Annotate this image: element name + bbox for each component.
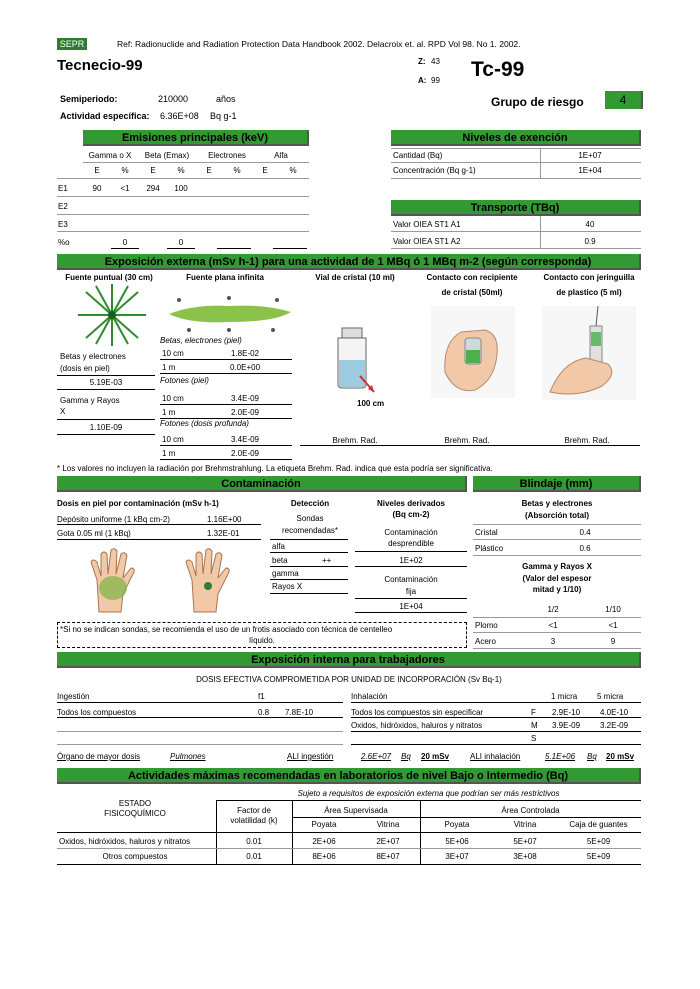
sepr-badge: SEPR (57, 38, 87, 50)
plane-d: 10 cm (162, 349, 184, 358)
plane-v: 3.4E-09 (230, 394, 260, 403)
transporte-label: Valor OIEA ST1 A1 (393, 220, 461, 229)
ext-h3: Vial de cristal (10 ml) (315, 273, 395, 282)
niv2-b: fija (405, 587, 417, 596)
ext-h5b: de plastico (5 ml) (556, 288, 622, 297)
blindaje-row-label: Cristal (475, 528, 498, 537)
risk-group-value: 4 (605, 91, 643, 109)
act-row-label: Otros compuestos (102, 852, 168, 861)
act-cell: 2E+07 (376, 837, 400, 846)
area-supervisada: Área Supervisada (324, 806, 388, 815)
dose-row-value: 1.32E-01 (207, 529, 240, 538)
emis-cell: 294 (146, 184, 160, 193)
blindaje-col: 1/10 (605, 605, 621, 614)
emis-row-label: E3 (58, 220, 68, 229)
reference-text: Ref: Radionuclide and Radiation Protection Data Handbook 2002. Delacroix et. al. RPD Vol 98. No 1. 2002. (117, 39, 521, 49)
emis-cell: <1 (120, 184, 130, 193)
blindaje-row-value: 0.6 (579, 544, 591, 553)
ali-inh-label: ALI inhalación (470, 752, 521, 761)
plane-d: 1 m (162, 449, 176, 458)
ext-h4b: de cristal (50ml) (441, 288, 503, 297)
act-cell: 2E+06 (312, 837, 336, 846)
area-controlada: Área Controlada (501, 806, 560, 815)
det-row-label: alfa (272, 542, 285, 551)
niv1-value: 1E+02 (399, 556, 423, 565)
blindaje-gx-v1: <1 (548, 621, 558, 630)
blindaje-gx-v2: <1 (608, 621, 618, 630)
ali-ing-label: ALI ingestión (287, 752, 334, 761)
inh-row-v1: 3.9E-09 (552, 721, 581, 730)
hand-uniform-image (85, 546, 143, 616)
ing-row-label: Todos los compuestos (57, 708, 137, 717)
point-source-image (72, 282, 152, 348)
plane-v: 2.0E-09 (230, 449, 260, 458)
vial-image (326, 326, 386, 396)
blindaje-gx-label: Plomo (475, 621, 498, 630)
blindaje-row-value: 0.4 (579, 528, 591, 537)
dose-row-value: 1.16E+00 (207, 515, 242, 524)
detection-title: Detección (290, 499, 330, 508)
blindaje-gx-c: mitad y 1/10) (532, 585, 582, 594)
exencion-value: 1E+04 (578, 166, 602, 175)
contam-note-a: *Si no se indican sondas, se recomienda el uso de un frotis asociado con técnica de centelleo (60, 625, 393, 634)
plane-v: 0.0E+00 (229, 363, 261, 372)
ext-h4a: Contacto con recipiente (426, 273, 518, 282)
exencion-value: 1E+07 (578, 151, 602, 160)
semiperiodo-unit: años (216, 94, 236, 104)
brehm-container: Brehm. Rad. (444, 436, 490, 445)
semiperiodo-label: Semiperiodo: (60, 94, 118, 104)
ing-label: Ingestión (57, 692, 90, 701)
plane-d: 10 cm (162, 435, 184, 444)
dose-row-label: Depósito uniforme (1 kBq cm-2) (57, 515, 170, 524)
exencion-label: Concentración (Bq g-1) (393, 166, 476, 175)
emis-cell: 0 (122, 238, 128, 247)
estado-a: ESTADO (118, 799, 152, 808)
inh-row-type: F (531, 708, 536, 717)
ext-h2: Fuente plana infinita (186, 273, 264, 282)
contam-note-b: líquido. (249, 636, 275, 645)
exencion-title: Niveles de exención (391, 130, 641, 146)
a-label: A: (418, 76, 427, 85)
interna-subtitle: DOSIS EFECTIVA COMPROMETIDA POR UNIDAD DE INCORPORACIÓN (Sv Bq-1) (196, 675, 502, 684)
vial-distance: 100 cm (357, 399, 385, 408)
act-col: Poyata (311, 820, 337, 829)
z-label: Z: (418, 57, 426, 66)
ext-h5a: Contacto con jeringuilla (543, 273, 635, 282)
inh-row-label: Todos los compuestos sin especificar (351, 708, 484, 717)
act-cell: 5E+09 (586, 852, 611, 861)
ali-inh-msv: 20 mSv (606, 752, 635, 761)
interna-title: Exposición interna para trabajadores (57, 652, 641, 668)
gx-value: 1.10E-09 (89, 423, 123, 432)
blindaje-gx-a: Gamma y Rayos X (522, 562, 592, 571)
emis-sub: % (289, 166, 297, 175)
emis-sub: % (121, 166, 129, 175)
act-cell: 3E+07 (445, 852, 469, 861)
plane-beta-title: Betas, electrones (piel) (160, 336, 242, 345)
act-row-k: 0.01 (246, 852, 262, 861)
hand-container-image (425, 302, 520, 402)
factor-b: volatilidad (k) (230, 816, 278, 825)
niv2-a: Contaminación (384, 575, 438, 584)
act-row-label: Oxidos, hidróxidos, haluros y nitratos (59, 837, 191, 846)
organ-value: Pulmones (170, 752, 206, 761)
emis-sub: E (206, 166, 212, 175)
niv2-value: 1E+04 (399, 602, 423, 611)
plane-d: 1 m (162, 363, 176, 372)
hand-drop-image (180, 546, 238, 616)
z-value: 43 (431, 57, 440, 66)
ext-h1: Fuente puntual (30 cm) (65, 273, 153, 282)
emis-sub: E (150, 166, 156, 175)
act-col: Vitrina (376, 820, 400, 829)
detection-sub-b: recomendadas* (281, 526, 339, 535)
organ-label: Órgano de mayor dosis (57, 752, 141, 761)
plane-v: 1.8E-02 (230, 349, 260, 358)
contaminacion-title: Contaminación (57, 476, 467, 492)
a-value: 99 (431, 76, 440, 85)
plane-d: 1 m (162, 408, 176, 417)
actividades-note: Sujeto a requisitos de exposición externa que podrían ser más restrictivos (297, 789, 560, 798)
transporte-title: Transporte (TBq) (391, 200, 641, 216)
blindaje-be-b: (Absorción total) (525, 511, 589, 520)
plane-source-image (165, 292, 295, 336)
factor-a: Factor de (237, 806, 271, 815)
act-cell: 5E+07 (513, 837, 537, 846)
brehm-vial: Brehm. Rad. (332, 436, 378, 445)
blindaje-title: Blindaje (mm) (473, 476, 641, 492)
niv1-a: Contaminación (384, 528, 438, 537)
semiperiodo-value: 210000 (158, 94, 189, 104)
act-col: Vitrina (513, 820, 537, 829)
emis-col-beta: Beta (Emax) (144, 151, 190, 160)
blindaje-row-label: Plástico (475, 544, 504, 553)
ing-row-value: 7.8E-10 (285, 708, 314, 717)
actividades-title: Actividades máximas recomendadas en laboratorios de nivel Bajo o Intermedio (Bq) (57, 768, 641, 784)
inh-row-v1: 2.9E-10 (552, 708, 581, 717)
emis-sub: E (262, 166, 268, 175)
det-row-label: Rayos X (272, 582, 303, 591)
plane-d: 10 cm (162, 394, 184, 403)
act-cell: 3E+08 (513, 852, 537, 861)
blindaje-be-a: Betas y electrones (521, 499, 593, 508)
act-col: Caja de guantes (569, 820, 628, 829)
emis-row-label: E1 (58, 184, 68, 193)
act-cell: 5E+06 (445, 837, 469, 846)
blindaje-gx-label: Acero (475, 637, 496, 646)
ali-ing-msv: 20 mSv (421, 752, 450, 761)
dose-title: Dosis en piel por contaminación (mSv h-1) (57, 499, 219, 508)
plane-v: 3.4E-09 (230, 435, 260, 444)
emis-cell: 100 (174, 184, 188, 193)
element-symbol: Tc-99 (471, 58, 525, 81)
blindaje-gx-v2: 9 (610, 637, 616, 646)
emis-cell: 0 (178, 238, 184, 247)
ali-ing-value: 2.6E+07 (361, 752, 392, 761)
actividad-value: 6.36E+08 (160, 111, 199, 121)
emis-sub: E (94, 166, 100, 175)
element-name: Tecnecio-99 (57, 57, 143, 74)
inh-c1: 1 micra (551, 692, 578, 701)
dose-row-label: Gota 0.05 ml (1 kBq) (57, 529, 131, 538)
det-row-label: gamma (272, 569, 299, 578)
inh-row-label: Oxidos, hidróxidos, haluros y nitratos (351, 721, 483, 730)
be-label-b: (dosis en piel) (60, 364, 110, 373)
ali-ing-unit: Bq (401, 752, 411, 761)
brehm-syringe: Brehm. Rad. (564, 436, 610, 445)
ing-row-f1: 0.8 (258, 708, 270, 717)
det-row-label: beta (272, 556, 288, 565)
blindaje-gx-b: (Valor del espesor (522, 574, 592, 583)
ali-inh-value: 5.1E+06 (545, 752, 576, 761)
be-label-a: Betas y electrones (60, 352, 126, 361)
ali-inh-unit: Bq (587, 752, 597, 761)
blindaje-col: 1/2 (547, 605, 559, 614)
emis-col-alfa: Alfa (274, 151, 288, 160)
niv1-b: desprendible (388, 539, 434, 548)
emis-row-label: %o (58, 238, 70, 247)
detection-sub-a: Sondas (296, 514, 324, 523)
act-col: Poyata (444, 820, 470, 829)
act-cell: 8E+06 (312, 852, 336, 861)
niveles-title-a: Niveles derivados (376, 499, 446, 508)
transporte-value: 0.9 (584, 237, 596, 246)
plane-fot-prof-title: Fotones (dosis profunda) (160, 419, 249, 428)
emisiones-title: Emisiones principales (keV) (83, 130, 309, 146)
blindaje-gx-v1: 3 (550, 637, 556, 646)
estado-b: FISICOQUÍMICO (104, 809, 166, 818)
plane-v: 2.0E-09 (230, 408, 260, 417)
externa-title: Exposición externa (mSv h-1) para una actividad de 1 MBq ó 1 MBq m-2 (según corresponda) (57, 254, 641, 270)
transporte-value: 40 (585, 220, 595, 229)
inh-row-type: S (531, 734, 537, 743)
act-row-k: 0.01 (246, 837, 262, 846)
emis-sub: % (177, 166, 185, 175)
niveles-title-b: (Bq cm-2) (392, 510, 430, 519)
emis-cell: 90 (92, 184, 102, 193)
inh-row-v2: 4.0E-10 (600, 708, 629, 717)
inh-c2: 5 micra (597, 692, 624, 701)
risk-group-label: Grupo de riesgo (491, 95, 584, 109)
inh-row-v2: 3.2E-09 (600, 721, 629, 730)
emis-row-label: E2 (58, 202, 68, 211)
gx-label-a: Gamma y Rayos (60, 396, 120, 405)
act-cell: 5E+09 (586, 837, 611, 846)
plane-fot-piel-title: Fotones (piel) (160, 376, 209, 385)
act-cell: 8E+07 (376, 852, 400, 861)
emis-col-gamma: Gamma o X (88, 151, 132, 160)
actividad-unit: Bq g-1 (210, 111, 237, 121)
emis-sub: % (233, 166, 241, 175)
exencion-label: Cantidad (Bq) (393, 151, 443, 160)
inh-label: Inhalación (351, 692, 388, 701)
inh-row-type: M (531, 721, 538, 730)
transporte-label: Valor OIEA ST1 A2 (393, 237, 461, 246)
f1-label: f1 (258, 692, 265, 701)
actividad-label: Actividad específica: (60, 111, 150, 121)
det-row-mark: ++ (322, 556, 332, 565)
externa-note: * Los valores no incluyen la radiación por Brehmstrahlung. La etiqueta Brehm. Rad. indica que esta podría ser significativa. (57, 464, 493, 473)
gx-label-b: X (60, 407, 66, 416)
be-value: 5.19E-03 (89, 378, 123, 387)
emis-col-electrones: Electrones (208, 151, 246, 160)
syringe-image (542, 302, 637, 402)
